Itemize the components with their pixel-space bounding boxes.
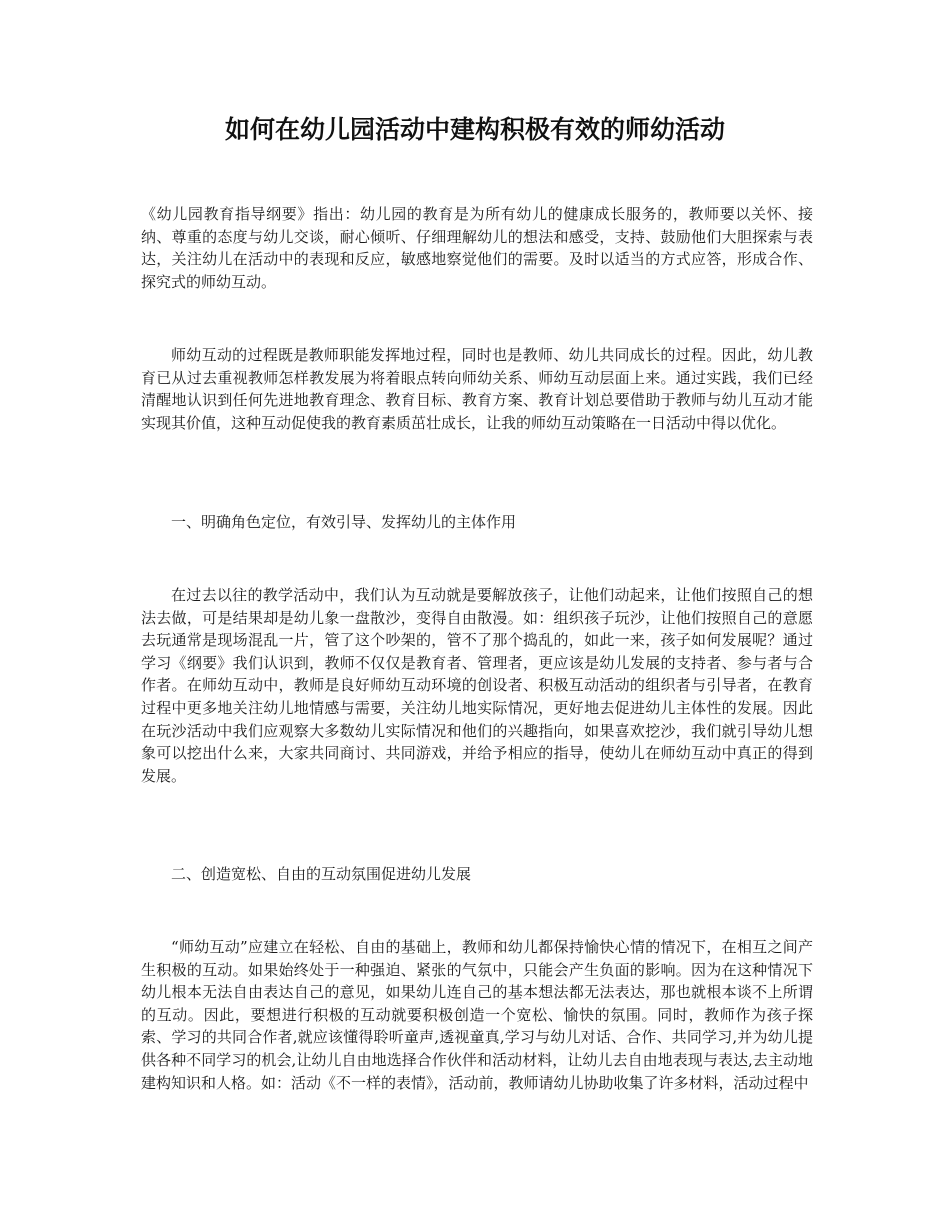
paragraph-intro: 《幼儿园教育指导纲要》指出：幼儿园的教育是为所有幼儿的健康成长服务的，教师要以关怀、接纳、尊重的态度与幼儿交谈，耐心倾听、仔细理解幼儿的想法和感受，支持、鼓励他们大胆探索与表达，关注幼儿在活动中的表现和反应，敏感地察觉他们的需要。及时以适当的方式应答，形成合作、探究式的师幼互动。 xyxy=(141,205,813,291)
document-title: 如何在幼儿园活动中建构积极有效的师幼活动 xyxy=(224,115,725,144)
section-heading-1: 一、明确角色定位，有效引导、发挥幼儿的主体作用 xyxy=(171,513,517,531)
paragraph-process: 师幼互动的过程既是教师职能发挥地过程，同时也是教师、幼儿共同成长的过程。因此，幼儿教育已从过去重视教师怎样教发展为将着眼点转向师幼关系、师幼互动层面上来。通过实践，我们已经清醒地认识到任何先进地教育理念、教育目标、教育方案、教育计划总要借助于教师与幼儿互动才能实现其价值，这种互动促使我的教育素质茁壮成长，让我的师幼互动策略在一日活动中得以优化。 xyxy=(141,346,813,432)
paragraph-section-2: “师幼互动”应建立在轻松、自由的基础上，教师和幼儿都保持愉快心情的情况下，在相互之间产生积极的互动。如果始终处于一种强迫、紧张的气氛中，只能会产生负面的影响。因为在这种情况下幼儿根本无法自由表达自己的意见，如果幼儿连自己的基本想法都无法表达，那也就根本谈不上所谓的互动。因此，要想进行积极的互动就要积极创造一个宽松、愉快的氛围。同时，教师作为孩子探索、学习的共同合作者,就应该懂得聆听童声,透视童真,学习与幼儿对话、合作、共同学习,并为幼儿提供各种不同学习的机会,让幼儿自由地选择合作伙伴和活动材料，让幼儿去自由地表现与表达,去主动地建构知识和人格。如：活动《不一样的表情》，活动前，教师请幼儿协助收集了许多材料，活动过程中 xyxy=(141,938,813,1092)
section-heading-2: 二、创造宽松、自由的互动氛围促进幼儿发展 xyxy=(171,865,472,883)
paragraph-section-1: 在过去以往的教学活动中，我们认为互动就是要解放孩子，让他们动起来，让他们按照自己的想法去做，可是结果却是幼儿象一盘散沙，变得自由散漫。如：组织孩子玩沙，让他们按照自己的意愿去玩通常是现场混乱一片，管了这个吵架的，管不了那个捣乱的，如此一来，孩子如何发展呢？通过学习《纲要》我们认识到，教师不仅仅是教育者、管理者，更应该是幼儿发展的支持者、参与者与合作者。在师幼互动中，教师是良好师幼互动环境的创设者、积极互动活动的组织者与引导者，在教育过程中更多地关注幼儿地情感与需要，关注幼儿地实际情况，更好地去促进幼儿主体性的发展。因此在玩沙活动中我们应观察大多数幼儿实际情况和他们的兴趣指向，如果喜欢挖沙，我们就引导幼儿想象可以挖出什么来，大家共同商讨、共同游戏，并给予相应的指导，使幼儿在师幼互动中真正的得到发展。 xyxy=(141,586,813,785)
